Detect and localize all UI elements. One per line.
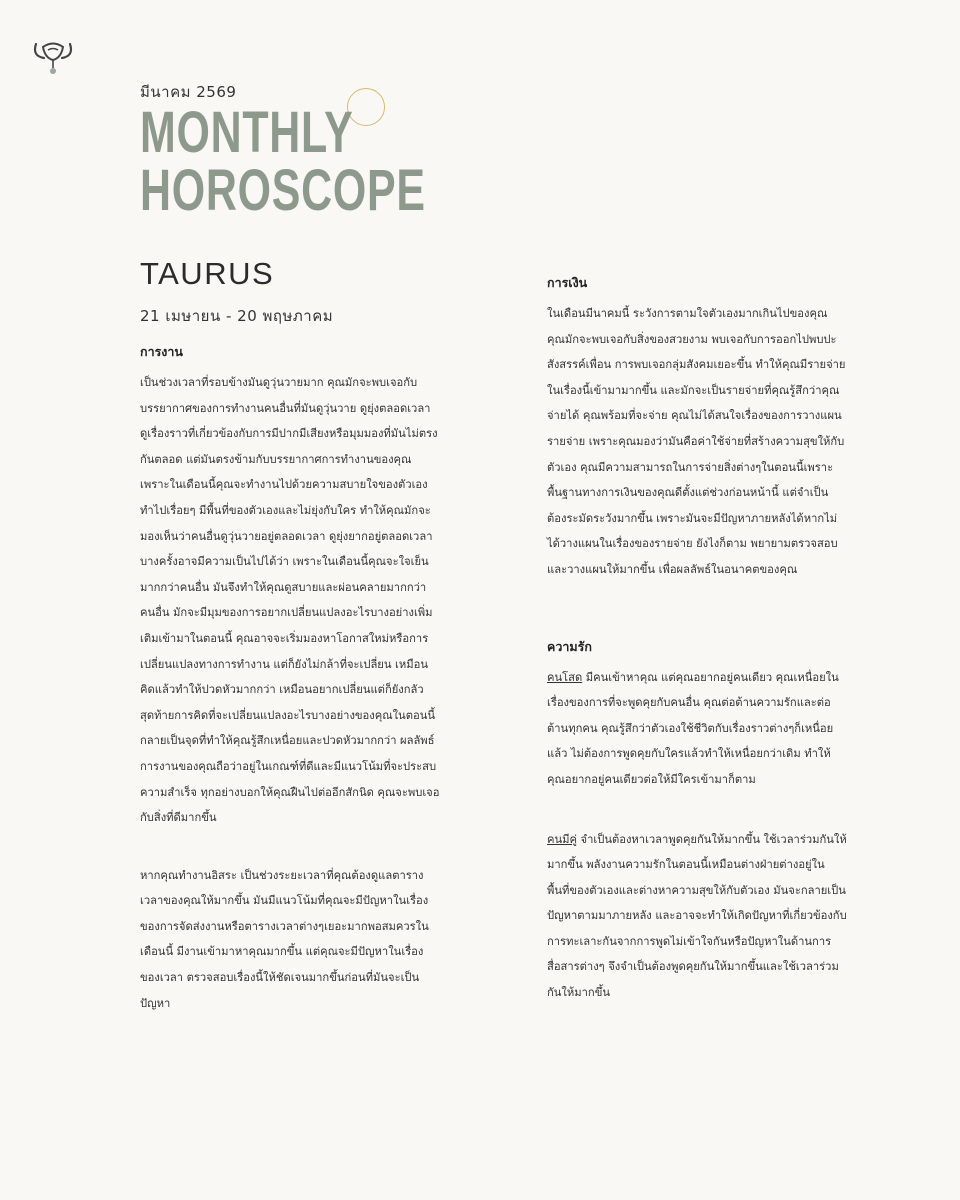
left-column [140,342,440,1016]
title-line-2: HOROSCOPE [140,158,426,223]
spacer [547,583,847,637]
spacer [140,831,440,863]
month-label: มีนาคม 2569 [140,83,237,101]
money-heading: การเงิน [547,275,588,290]
title-line-1: MONTHLY [140,100,354,165]
love-heading: ความรัก [547,638,592,654]
love-single-paragraph [547,665,847,793]
zodiac-sign: TAURUS [140,256,275,291]
work-paragraph-1: เป็นช่วงเวลาที่รอบข้างมันดูวุ่นวายมาก คุณมักจะพบเจอกับบรรยากาศของการทำงานคนอื่นที่มันดูวุ่นวาย ดูยุ่งตลอดเวลา ดูเรื่องราวที่เกี่ยวข้องกับการมีปากมีเสียงหรือมุมมองที่มันไม่ตรงกันตลอด แต่มันตรงข้ามกับบรรยากาศการทำงานของคุณ เพราะในเดือนนี้คุณจะทำงานไปด้วยความสบายใจของตัวเอง ทำไปเรื่อยๆ มีพื้นที่ของตัวเองและไม่ยุ่งกับใคร ทำให้คุณมักจะมองเห็นว่าคนอื่นดูวุ่นวายอยู่ตลอดเวลา ดูยุ่งยากอยู่ตลอดเวลา บางครั้งอาจมีความเป็นไปได้ว่า เพราะในเดือนนี้คุณจะใจเย็นมากกว่าคนอื่น มันจึงทำให้คุณดูสบายและผ่อนคลายมากกว่าคนอื่น มักจะมีมุมของการอยากเปลี่ยนแปลงอะไรบางอย่างเพิ่มเติมเข้ามาในตอนนี้ คุณอาจจะเริ่มมองหาโอกาสใหม่หรือการเปลี่ยนแปลงทางการทำงาน แต่ก็ยังไม่กล้าที่จะเปลี่ยน เหมือนคิดแล้วทำให้ปวดหัวมากกว่า เหมือนอยากเปลี่ยนแต่ก็ยังกลัว สุดท้ายการคิดที่จะเปลี่ยนแปลงอะไรบางอย่างของคุณในตอนนี้กลายเป็นจุดที่ทำให้คุณรู้สึกเหนื่อยและปวดหัวมากกว่า ผลลัพธ์การงานของคุณถือว่าอยู่ในเกณฑ์ที่ดีและมีแนวโน้มที่จะประสบความสำเร็จ ทุกอย่างบอกให้คุณฝืนไปต่ออีกสักนิด คุณจะพบเจอกับสิ่งที่ดีมากขึ้น [140,376,440,825]
single-text: มีคนเข้าหาคุณ แต่คุณอยากอยู่คนเดียว คุณเหนื่อยในเรื่องของการที่จะพูดคุยกับคนอื่น คุณต่อต้านความรักและต่อต้านทุกคน คุณรู้สึกว่าตัวเองใช้ชีวิตกับเรื่องราวต่างๆก็เหนื่อยแล้ว ไม่ต้องการพูดคุยกับใครแล้วทำให้เหนื่อยกว่าเดิม ทำให้คุณอยากอยู่คนเดียวต่อให้มีใครเข้ามาก็ตาม [547,670,839,786]
sign-dates: 21 เมษายน - 20 พฤษภาคม [140,307,334,325]
work-paragraph-2: หากคุณทำงานอิสระ เป็นช่วงระยะเวลาที่คุณต้องดูแลตารางเวลาของคุณให้มากขึ้น มันมีแนวโน้มที่คุณจะมีปัญหาในเรื่องของการจัดส่งงานหรือตารางเวลาต่างๆเยอะมากพอสมควรในเดือนนี้ มีงานเข้ามาหาคุณมากขึ้น แต่คุณจะมีปัญหาในเรื่องของเวลา ตรวจสอบเรื่องนี้ให้ชัดเจนมากขึ้นก่อนที่มันจะเป็นปัญหา [140,868,429,1010]
love-couple-paragraph [547,827,847,1006]
single-label: คนโสด [547,670,583,684]
taurus-bull-icon [30,38,76,78]
couple-text: จำเป็นต้องหาเวลาพูดคุยกันให้มากขึ้น ใช้เวลาร่วมกันให้มากขึ้น พลังงานความรักในตอนนี้เหมือนต่างฝ่ายต่างอยู่ในพื้นที่ของตัวเองและต่างหาความสุขให้กับตัวเอง มันจะกลายเป็นปัญหาตามมาภายหลัง และอาจจะทำให้เกิดปัญหาที่เกี่ยวข้องกับการทะเลาะกันจากการพูดไม่เข้าใจกันหรือปัญหาในด้านการสื่อสารต่างๆ จึงจำเป็นต้องพูดคุยกันให้มากขึ้นและใช้เวลาร่วมกันให้มากขึ้น [547,832,847,1000]
right-column [547,273,847,1006]
couple-label: คนมีคู่ [547,832,577,846]
work-heading: การงาน [140,344,183,359]
money-paragraph: ในเดือนมีนาคมนี้ ระวังการตามใจตัวเองมากเกินไปของคุณ คุณมักจะพบเจอกับสิ่งของสวยงาม พบเจอกับการออกไปพบปะสังสรรค์เพื่อน การพบเจอกลุ่มสังคมเยอะขึ้น ทำให้คุณมีรายจ่ายในเรื่องนี้เข้ามามากขึ้น และมักจะเป็นรายจ่ายที่คุณรู้สึกว่าคุณจ่ายได้ คุณพร้อมที่จะจ่าย คุณไม่ได้สนใจเรื่องของการวางแผนรายจ่าย เพราะคุณมองว่ามันคือค่าใช้จ่ายที่สร้างความสุขให้กับตัวเอง คุณมีความสามารถในการจ่ายสิ่งต่างๆในตอนนี้เพราะพื้นฐานทางการเงินของคุณดีตั้งแต่ช่วงก่อนหน้านี้ แต่จำเป็นต้องระมัดระวังมากขึ้น เพราะมันจะมีปัญหาภายหลังได้หากไม่ได้วางแผนในเรื่องของรายจ่าย ยังไงก็ตาม พยายามตรวจสอบและวางแผนให้มากขึ้น เพื่อผลลัพธ์ในอนาคตของคุณ [547,307,846,576]
spacer [547,793,847,827]
page-title [140,100,426,223]
